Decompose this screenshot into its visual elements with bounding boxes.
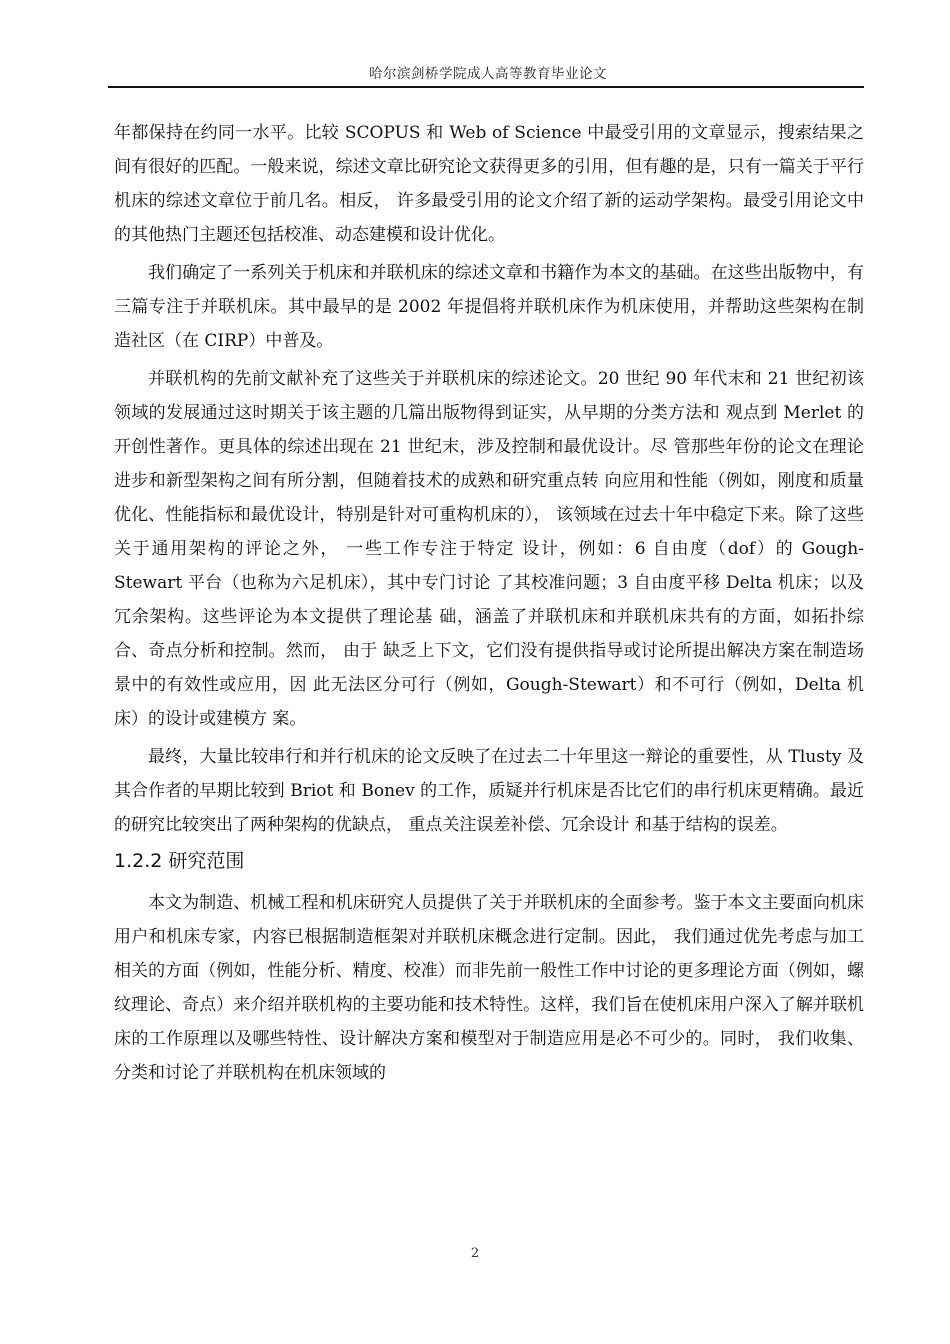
section-heading: 1.2.2 研究范围 [114,850,245,872]
section-paragraph-1: 本文为制造、机械工程和机床研究人员提供了关于并联机床的全面参考。鉴于本文主要面向机床用户和机床专家，内容已根据制造框架对并联机床概念进行定制。因此， 我们通过优先考虑与加工相关的方面（例如，性能分析、精度、校准）而非先前一般性工作中讨论的更多理论方面（例如，螺纹理论、奇点）来介绍并联机构的主要功能和技术特性。这样，我们旨在使机床用户深入了解并联机床的工作原理以及哪些特性、设计解决方案和模型对于制造应用是必不可少的。同时， 我们收集、分类和讨论了并联机构在机床领域的 [114,893,864,1083]
paragraph-3: 并联机构的先前文献补充了这些关于并联机床的综述论文。20 世纪 90 年代末和 21 世纪初该领域的发展通过这时期关于该主题的几篇出版物得到证实，从早期的分类方法和 观点到 Merlet 的开创性著作。更具体的综述出现在 21 世纪末，涉及控制和最优设计。尽 管那些年份的论文在理论进步和新型架构之间有所分割，但随着技术的成熟和研究重点转 向应用和性能（例如，刚度和质量优化、性能指标和最优设计，特别是针对可重构机床的）， 该领域在过去十年中稳定下来。除了这些关于通用架构的评论之外， 一些工作专注于特定 设计，例如：6 自由度（dof）的 Gough-Stewart 平台（也称为六足机床），其中专门讨论 了其校准问题；3 自由度平移 Delta 机床；以及冗余架构。这些评论为本文提供了理论基 础，涵盖了并联机床和并联机床共有的方面，如拓扑综合、奇点分析和控制。然而， 由于 缺乏上下文，它们没有提供指导或讨论所提出解决方案在制造场景中的有效性或应用，因 此无法区分可行（例如，Gough-Stewart）和不可行（例如，Delta 机床）的设计或建模方 案。 [114,369,864,729]
paragraph-2: 我们确定了一系列关于机床和并联机床的综述文章和书籍作为本文的基础。在这些出版物中，有三篇专注于并联机床。其中最早的是 2002 年提倡将并联机床作为机床使用，并帮助这些架构在制造社区（在 CIRP）中普及。 [114,263,864,351]
header-rule [108,86,864,88]
page-body [114,116,864,1094]
page-header: 哈尔滨剑桥学院成人高等教育毕业论文 [369,66,607,82]
paragraph-1: 年都保持在约同一水平。比较 SCOPUS 和 Web of Science 中最受引用的文章显示，搜索结果之间有很好的匹配。一般来说，综述文章比研究论文获得更多的引用，但有趣的是，只有一篇关于平行机床的综述文章位于前几名。相反， 许多最受引用的论文介绍了新的运动学架构。最受引用论文中的其他热门主题还包括校准、动态建模和设计优化。 [114,123,864,245]
page-number: 2 [470,1246,480,1261]
paragraph-4: 最终，大量比较串行和并行机床的论文反映了在过去二十年里这一辩论的重要性，从 Tlusty 及其合作者的早期比较到 Briot 和 Bonev 的工作，质疑并行机床是否比它们的串行机床更精确。最近的研究比较突出了两种架构的优缺点， 重点关注误差补偿、冗余设计 和基于结构的误差。 [114,747,864,835]
